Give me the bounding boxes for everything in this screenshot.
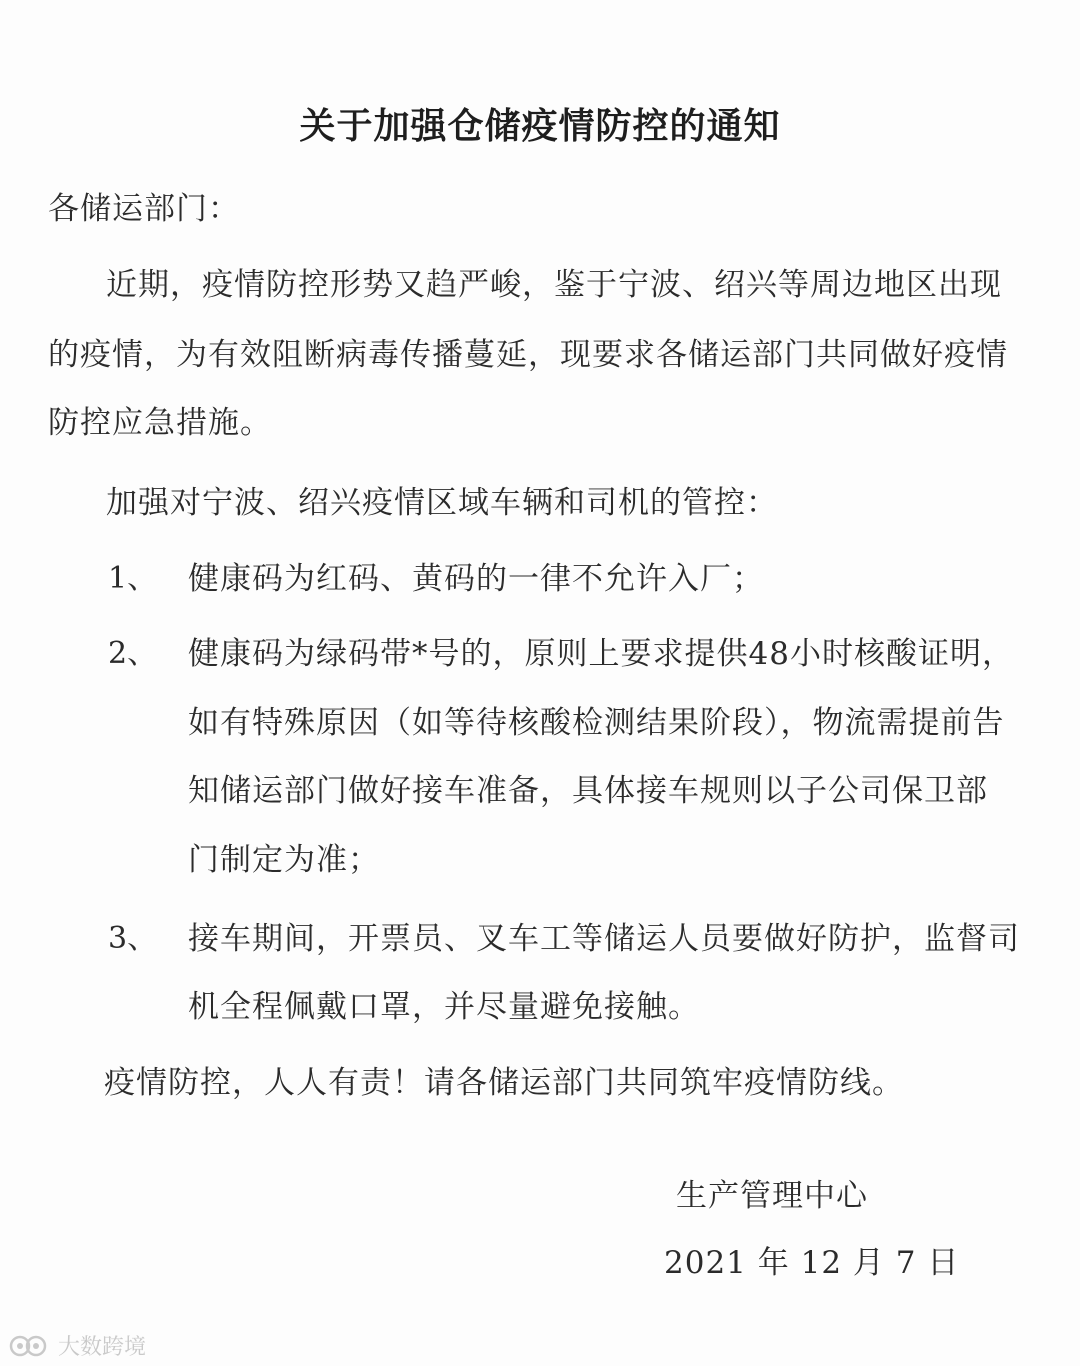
item-number: 1、 — [108, 561, 158, 596]
section-heading: 加强对宁波、绍兴疫情区域车辆和司机的管控： — [106, 485, 778, 521]
intro-line-1: 近期，疫情防控形势又趋严峻，鉴于宁波、绍兴等周边地区出现 — [106, 267, 1002, 303]
item-line: 健康码为绿码带*号的，原则上要求提供48小时核酸证明， — [188, 636, 1014, 672]
item-line: 门制定为准； — [188, 842, 380, 878]
item-line: 知储运部门做好接车准备，具体接车规则以子公司保卫部 — [188, 773, 988, 809]
salutation: 各储运部门： — [48, 191, 240, 227]
item-line: 健康码为红码、黄码的一律不允许入厂； — [188, 561, 764, 597]
watermark-text: 大数跨境 — [58, 1335, 147, 1360]
logo-icon — [8, 1332, 52, 1360]
intro-line-3: 防控应急措施。 — [48, 405, 272, 441]
item-number: 3、 — [108, 921, 158, 956]
signature-organization: 生产管理中心 — [676, 1178, 868, 1214]
closing-statement: 疫情防控，人人有责！请各储运部门共同筑牢疫情防线。 — [104, 1065, 904, 1101]
item-line: 如有特殊原因（如等待核酸检测结果阶段），物流需提前告 — [188, 705, 1005, 741]
intro-line-2: 的疫情，为有效阻断病毒传播蔓延，现要求各储运部门共同做好疫情 — [48, 337, 1008, 373]
signature-date: 2021 年 12 月 7 日 — [664, 1245, 960, 1281]
item-line: 机全程佩戴口罩，并尽量避免接触。 — [188, 989, 700, 1025]
watermark — [8, 1330, 146, 1361]
item-line: 接车期间，开票员、叉车工等储运人员要做好防护，监督司 — [188, 921, 1020, 957]
item-number: 2、 — [108, 636, 158, 671]
notice-title: 关于加强仓储疫情防控的通知 — [299, 105, 781, 147]
